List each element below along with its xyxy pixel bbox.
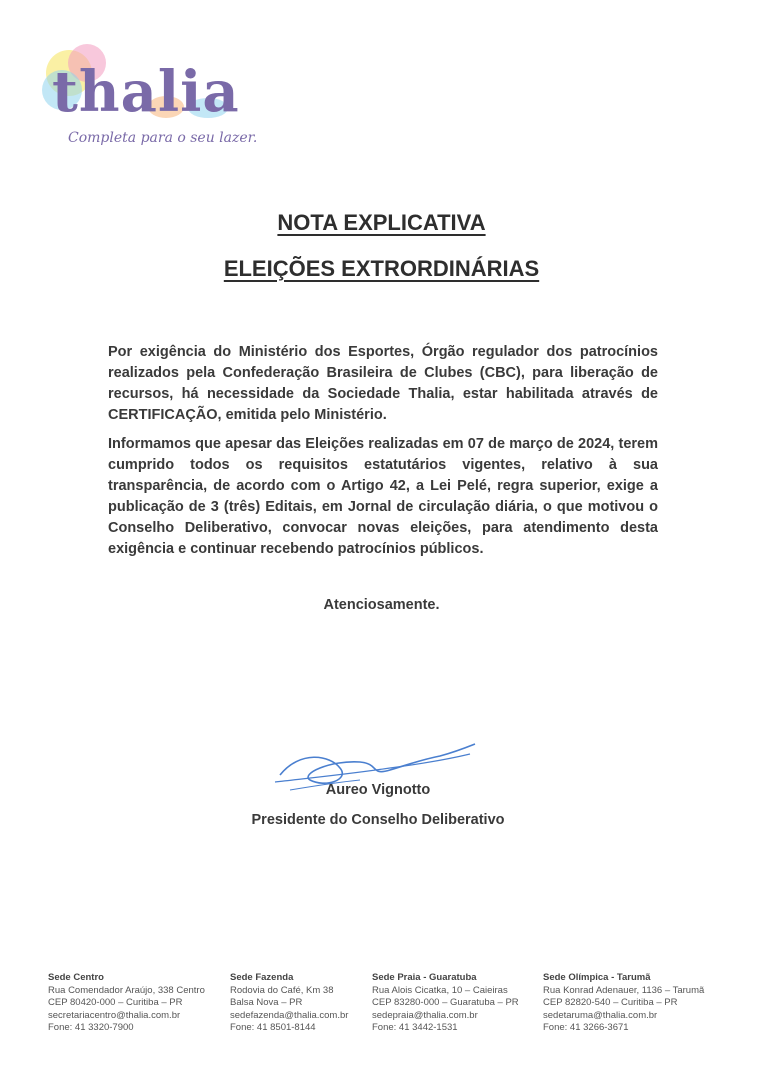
footer-email: secretariacentro@thalia.com.br — [48, 1009, 181, 1021]
footer-address: Rodovia do Café, Km 38 — [230, 984, 334, 996]
footer-name: Sede Fazenda — [230, 972, 294, 983]
paragraph-2: Informamos que apesar das Eleições realizadas em 07 de março de 2024, terem cumprido todos os requisitos estatutários vigentes, relativo à sua transparência, de acordo com o Artigo 42, a Lei Pelé, regra superior, exige a publicação de 3 (três) Editais, em Jornal de circulação diária, o que motivou o Conselho Deliberativo, convocar novas eleições, para atendimento desta exigência e continuar recebendo patrocínios públicos. — [108, 436, 658, 557]
footer-city: CEP 80420-000 – Curitiba – PR — [48, 997, 183, 1008]
footer-city: CEP 82820-540 – Curitiba – PR — [543, 997, 678, 1008]
footer-sede-praia — [372, 972, 519, 1035]
document-title: NOTA EXPLICATIVA — [277, 210, 486, 235]
thalia-logo — [38, 40, 278, 155]
footer-email: sedepraia@thalia.com.br — [372, 1009, 478, 1021]
logo-wordmark: thalia — [52, 59, 240, 125]
footer-phone: Fone: 41 8501-8144 — [230, 1022, 316, 1033]
footer-name: Sede Praia - Guaratuba — [372, 972, 477, 983]
document-subtitle: ELEIÇÕES EXTRORDINÁRIAS — [223, 256, 540, 281]
signer-name: Aureo Vignotto — [325, 782, 431, 798]
footer-sede-centro — [48, 972, 205, 1035]
footer-address: Rua Alois Cicatka, 10 – Caieiras — [372, 984, 508, 996]
footer-address: Rua Konrad Adenauer, 1136 – Tarumã — [543, 984, 705, 996]
footer-name: Sede Olímpica - Tarumã — [543, 972, 651, 983]
closing-text: Atenciosamente. — [323, 597, 440, 613]
footer-email: sedefazenda@thalia.com.br — [230, 1009, 349, 1021]
footer-city: CEP 83280-000 – Guaratuba – PR — [372, 997, 519, 1008]
footer-phone: Fone: 41 3266-3671 — [543, 1022, 629, 1033]
footer-name: Sede Centro — [48, 972, 104, 983]
footer-phone: Fone: 41 3442-1531 — [372, 1022, 458, 1033]
footer-sede-fazenda — [230, 972, 348, 1035]
signer-role: Presidente do Conselho Deliberativo — [251, 812, 505, 828]
footer-city: Balsa Nova – PR — [230, 997, 303, 1008]
footer-phone: Fone: 41 3320-7900 — [48, 1022, 134, 1033]
paragraph-1: Por exigência do Ministério dos Esportes, Órgão regulador dos patrocínios realizados pela Confederação Brasileira de Clubes (CBC), para liberação de recursos, há necessidade da Sociedade Thalia, estar habilitada através de CERTIFICAÇÃO, emitida pelo Ministério. — [108, 344, 658, 423]
footer-email: sedetaruma@thalia.com.br — [543, 1009, 658, 1021]
logo-tagline: Completa para o seu lazer. — [68, 130, 258, 146]
footer-address: Rua Comendador Araújo, 338 Centro — [48, 984, 205, 996]
footer-sede-olimpica — [543, 972, 704, 1035]
